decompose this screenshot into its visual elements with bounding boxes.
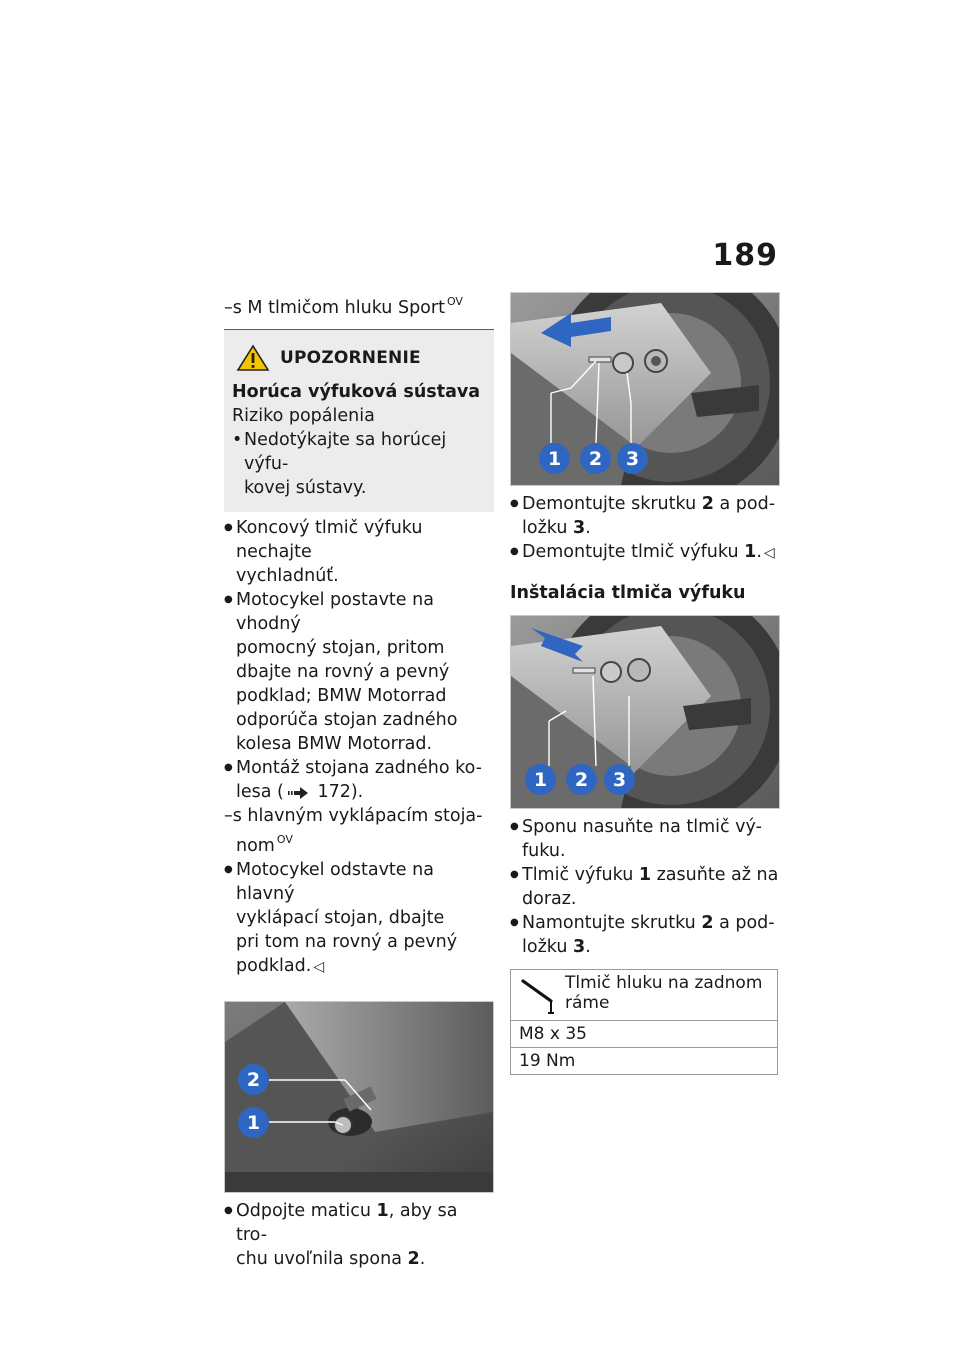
torque-wrench-icon xyxy=(519,975,559,1017)
step-auxiliary-stand: ● Motocykel postavte na vhodný pomocný stojan, pritom dbajte na rovný a pevný podklad; BMW Motorrad odporúča stojan zadného kolesa BMW Motorrad. xyxy=(224,588,494,756)
warning-bullet: • Nedotýkajte sa horúcej výfu- kovej sústavy. xyxy=(232,428,486,500)
photo-label-3: 3 xyxy=(617,443,648,474)
exhaust-clamp-image xyxy=(225,1002,493,1192)
step-cool-down: ● Koncový tlmič výfuku nechajte vychladnúť. xyxy=(224,516,494,588)
condition-sport-silencer: –s M tlmičom hluku Sport $^{OV}$ xyxy=(224,295,463,318)
section-title-install: Inštalácia tlmiča výfuku xyxy=(510,583,746,603)
step-disconnect-nut: ● Odpojte maticu 1, aby sa tro- chu uvoľnila spona 2. xyxy=(224,1199,494,1271)
warning-label: UPOZORNENIE xyxy=(280,348,421,368)
photo-label-1: 1 xyxy=(525,764,556,795)
step-remove-silencer: ● Demontujte tlmič výfuku 1. ◁ xyxy=(510,540,780,565)
torque-table xyxy=(510,969,778,1075)
left-column xyxy=(224,290,494,1271)
warning-box xyxy=(224,330,494,512)
photo-label-3: 3 xyxy=(604,764,635,795)
torque-header-row: Tlmič hluku na zadnom ráme xyxy=(511,970,778,1021)
page-reference[interactable]: 172). xyxy=(311,782,364,802)
section-end-mark-icon: ◁ xyxy=(313,959,325,975)
step-mount-rear-stand: ● Montáž stojana zadného ko- lesa ( 172). xyxy=(224,756,494,804)
photo-label-2: 2 xyxy=(566,764,597,795)
warning-triangle-icon xyxy=(236,344,270,372)
torque-label: Tlmič hluku na zadnom xyxy=(565,973,763,993)
step-install-screw: ● Namontujte skrutku 2 a pod- ložku 3. xyxy=(510,911,780,959)
step-slide-clamp: ● Sponu nasuňte na tlmič vý- fuku. xyxy=(510,815,780,863)
step-remove-screw: ● Demontujte skrutku 2 a pod- ložku 3. xyxy=(510,492,780,540)
torque-size: M8 x 35 xyxy=(511,1021,778,1048)
option-ov-marker: OV xyxy=(446,295,463,308)
condition-main-stand: –s hlavným vyklápacím stoja- nom $^{OV}$ xyxy=(224,806,483,856)
step-insert-silencer: ● Tlmič výfuku 1 zasuňte až na doraz. xyxy=(510,863,780,911)
page-number: 189 xyxy=(712,238,778,273)
photo-clamp-nut xyxy=(224,1001,494,1193)
warning-risk: Riziko popálenia xyxy=(232,406,375,426)
step-list xyxy=(224,516,494,979)
option-ov-marker: OV xyxy=(276,833,293,846)
step-main-stand: ● Motocykel odstavte na hlavný vyklápací stojan, dbajte pri tom na rovný a pevný podklad. ◁ xyxy=(224,858,494,979)
photo-label-2: 2 xyxy=(580,443,611,474)
torque-value-row xyxy=(511,1048,778,1075)
warning-header xyxy=(236,344,486,372)
right-column xyxy=(510,292,780,1075)
section-end-mark-icon: ◁ xyxy=(763,545,775,561)
photo-removal xyxy=(510,292,780,486)
warning-heading: Horúca výfuková sústava xyxy=(232,382,481,402)
photo-installation xyxy=(510,615,780,809)
photo-label-1: 1 xyxy=(238,1107,269,1138)
photo-label-1: 1 xyxy=(539,443,570,474)
page-reference-arrow-icon xyxy=(288,787,308,799)
photo-label-2: 2 xyxy=(238,1064,269,1095)
torque-value: 19 Nm xyxy=(511,1048,778,1075)
torque-size-row xyxy=(511,1021,778,1048)
